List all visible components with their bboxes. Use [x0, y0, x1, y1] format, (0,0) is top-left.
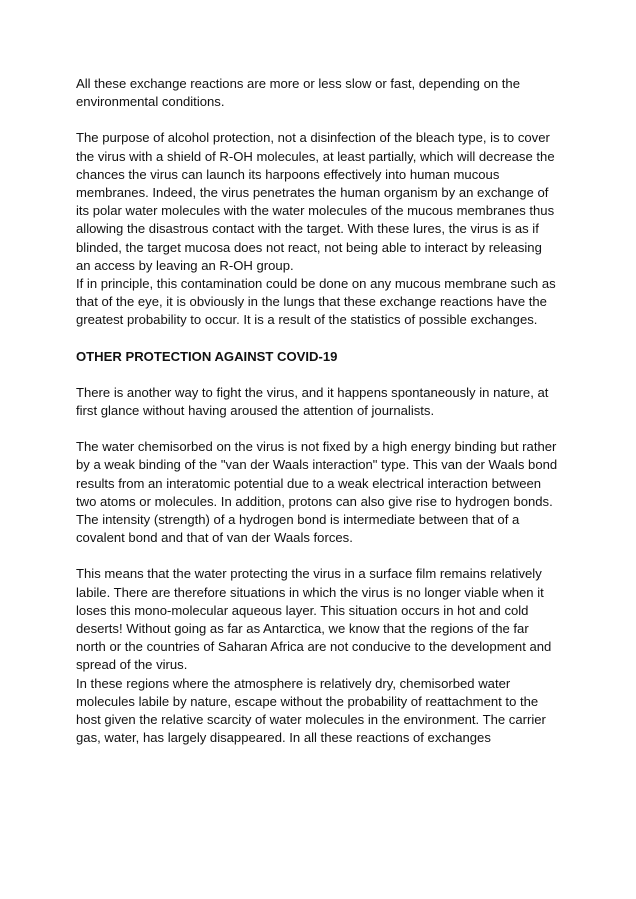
document-body [76, 75, 558, 748]
paragraph-exchange-reactions: All these exchange reactions are more or less slow or fast, depending on the environmental conditions. [76, 76, 520, 110]
paragraph-labile-water: This means that the water protecting the virus in a surface film remains relatively labile. There are therefore situations in which the virus is no longer viable when it loses this mono-molecular aqueous layer. This situation occurs in hot and cold deserts! Without going as far as Antarctica, we know that the regions of the far north or the countries of Saharan Africa are not conducive to the development and spread of the virus. [76, 566, 552, 673]
paragraph-spacer [76, 547, 558, 565]
paragraph-spacer [76, 366, 558, 384]
paragraph-alcohol-protection: The purpose of alcohol protection, not a disinfection of the bleach type, is to cover the virus with a shield of R-OH molecules, at least partially, which will decrease the chances the virus can launch its harpoons effectively into human mucous membranes. Indeed, the virus penetrates the human organism by an exchange of its polar water molecules with the water molecules of the mucous membranes thus allowing the disastrous contact with the target. With these lures, the virus is as if blinded, the target mucosa does not react, not being able to interact by releasing an access by leaving an R-OH group. [76, 130, 555, 273]
paragraph-dry-regions: In these regions where the atmosphere is relatively dry, chemisorbed water molecules labile by nature, escape without the probability of reattachment to the host given the relative scarcity of water molecules in the environment. The carrier gas, water, has largely disappeared. In all these reactions of exchanges [76, 675, 546, 746]
section-heading: OTHER PROTECTION AGAINST COVID-19 [76, 348, 338, 364]
paragraph-spacer [76, 111, 558, 129]
paragraph-another-way: There is another way to fight the virus, and it happens spontaneously in nature, at first glance without having aroused the attention of journalists. [76, 384, 549, 419]
paragraph-spacer [76, 330, 558, 348]
paragraph-spacer [76, 420, 558, 438]
paragraph-van-der-waals: The water chemisorbed on the virus is not fixed by a high energy binding but rather by a weak binding of the "van der Waals interaction" type. This van der Waals bond results from an interatomic potential due to a weak electrical interaction between two atoms or molecules. In addition, protons can also give rise to hydrogen bonds. The intensity (strength) of a hydrogen bond is intermediate between that of a covalent bond and that of van der Waals forces. [76, 439, 558, 546]
paragraph-mucous-membrane: If in principle, this contamination could be done on any mucous membrane such as that of the eye, it is obviously in the lungs that these exchange reactions have the greatest probability to occur. It is a result of the statistics of possible exchanges. [76, 276, 556, 328]
